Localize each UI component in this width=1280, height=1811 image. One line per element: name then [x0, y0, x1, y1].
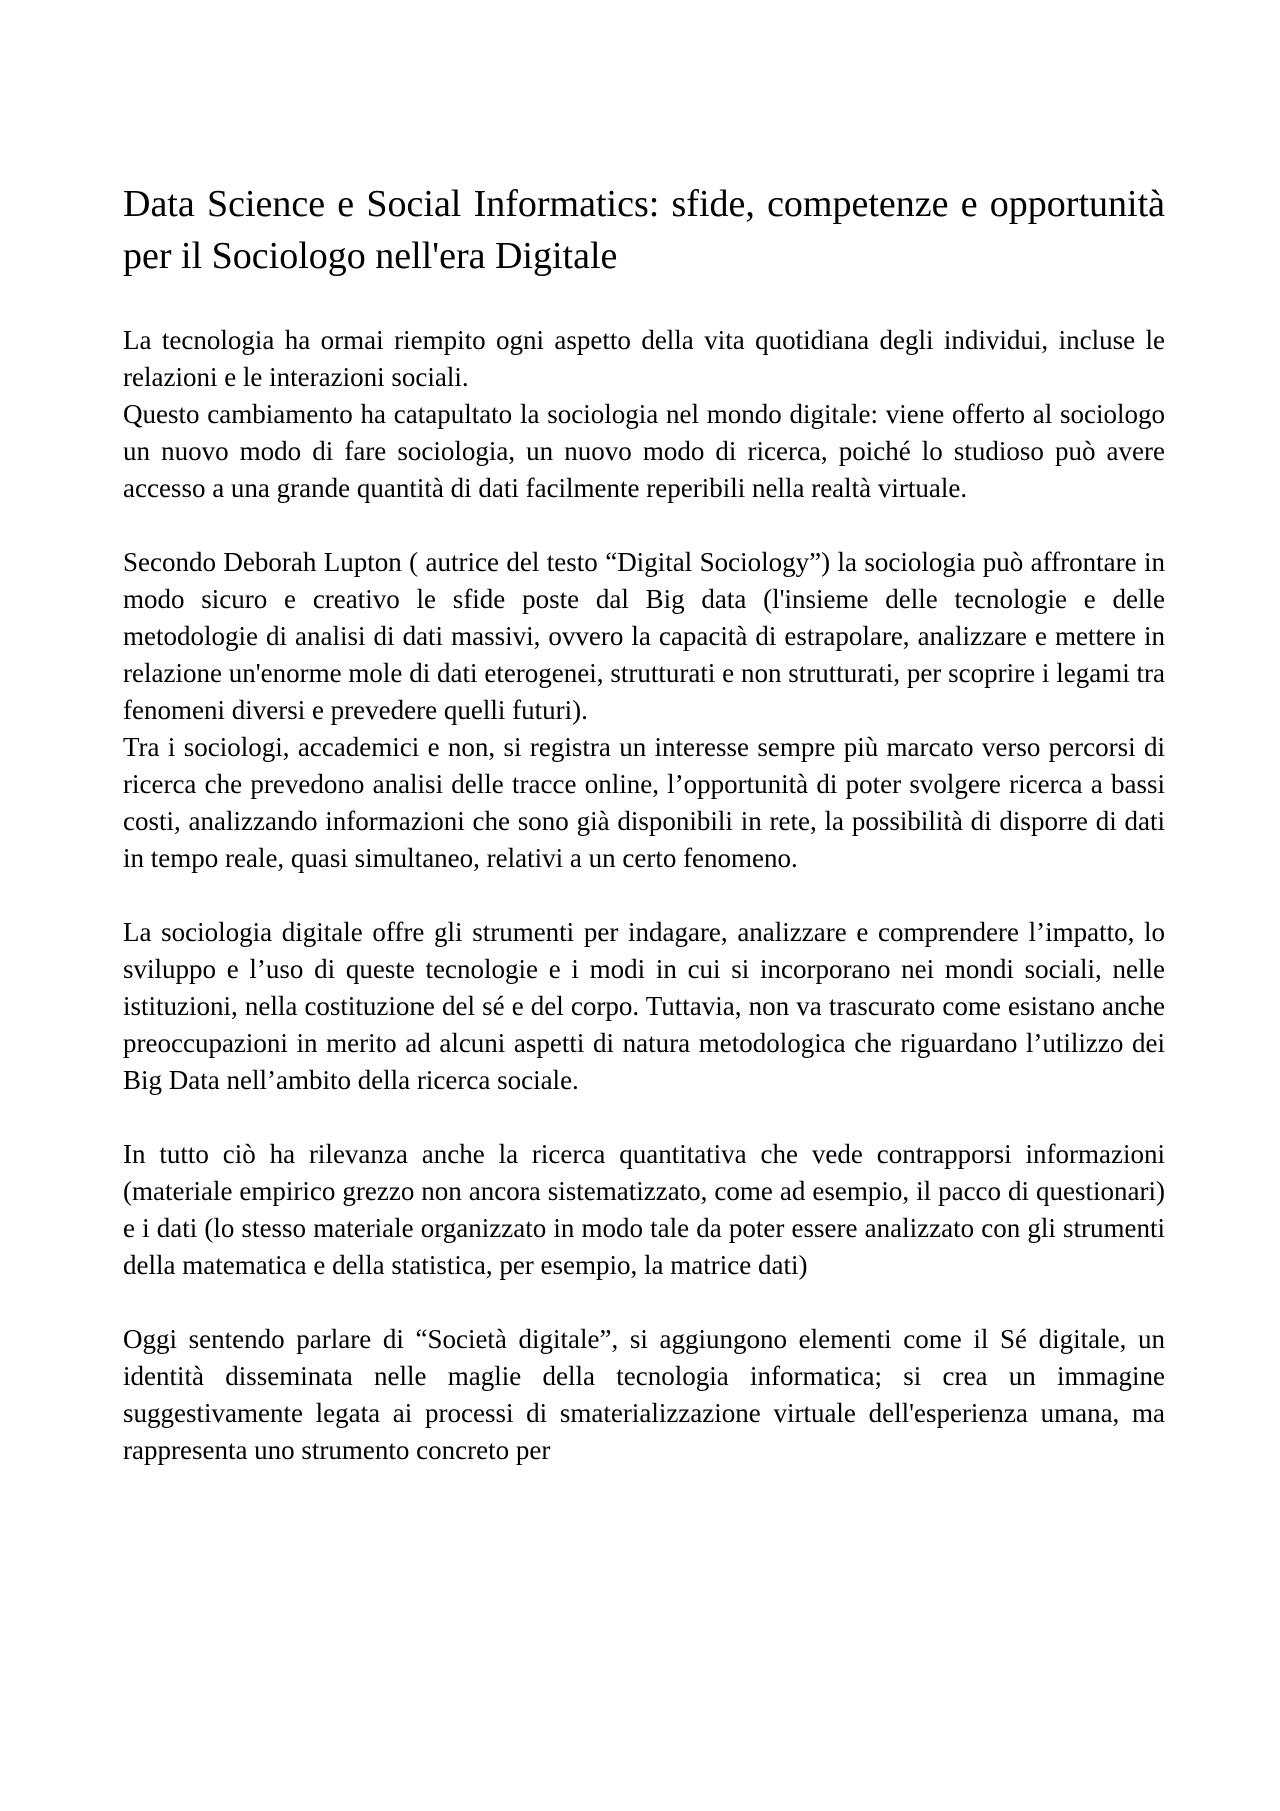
paragraph-spacer — [123, 1284, 1165, 1321]
paragraph-2: Questo cambiamento ha catapultato la sociologia nel mondo digitale: viene offerto al sociologo un nuovo modo di fare sociologia, un nuovo modo di ricerca, poiché lo studioso può avere accesso a una grande quantità di dati facilmente reperibili nella realtà virtuale. — [123, 399, 1165, 503]
document-page — [123, 178, 1165, 1469]
paragraph-6: In tutto ciò ha rilevanza anche la ricerca quantitativa che vede contrapporsi informazioni (materiale empirico grezzo non ancora sistematizzato, come ad esempio, il pacco di questionari) e i dati (lo stesso materiale organizzato in modo tale da poter essere analizzato con gli strumenti della matematica e della statistica, per esempio, la matrice dati) — [123, 1139, 1165, 1280]
paragraph-5: La sociologia digitale offre gli strumenti per indagare, analizzare e comprendere l’impatto, lo sviluppo e l’uso di queste tecnologie e i modi in cui si incorporano nei mondi sociali, nelle istituzioni, nella costituzione del sé e del corpo. Tuttavia, non va trascurato come esistano anche preoccupazioni in merito ad alcuni aspetti di natura metodologica che riguardano l’utilizzo dei Big Data nell’ambito della ricerca sociale. — [123, 917, 1165, 1095]
paragraph-3: Secondo Deborah Lupton ( autrice del testo “Digital Sociology”) la sociologia può affrontare in modo sicuro e creativo le sfide poste dal Big data (l'insieme delle tecnologie e delle metodologie di analisi di dati massivi, ovvero la capacità di estrapolare, analizzare e mettere in relazione un'enorme mole di dati eterogenei, strutturati e non strutturati, per scoprire i legami tra fenomeni diversi e prevedere quelli futuri). — [123, 547, 1165, 725]
document-title: Data Science e Social Informatics: sfide, competenze e opportunità per il Sociologo nell'era Digitale — [123, 183, 1165, 277]
paragraph-1: La tecnologia ha ormai riempito ogni aspetto della vita quotidiana degli individui, incluse le relazioni e le interazioni sociali. — [123, 325, 1165, 392]
paragraph-spacer — [123, 507, 1165, 544]
paragraph-4: Tra i sociologi, accademici e non, si registra un interesse sempre più marcato verso percorsi di ricerca che prevedono analisi delle tracce online, l’opportunità di poter svolgere ricerca a bassi costi, analizzando informazioni che sono già disponibili in rete, la possibilità di disporre di dati in tempo reale, quasi simultaneo, relativi a un certo fenomeno. — [123, 732, 1165, 873]
paragraph-7: Oggi sentendo parlare di “Società digitale”, si aggiungono elementi come il Sé digitale, un identità disseminata nelle maglie della tecnologia informatica; si crea un immagine suggestivamente legata ai processi di smaterializzazione virtuale dell'esperienza umana, ma rappresenta uno strumento concreto per — [123, 1324, 1165, 1465]
paragraph-spacer — [123, 1099, 1165, 1136]
paragraph-spacer — [123, 877, 1165, 914]
